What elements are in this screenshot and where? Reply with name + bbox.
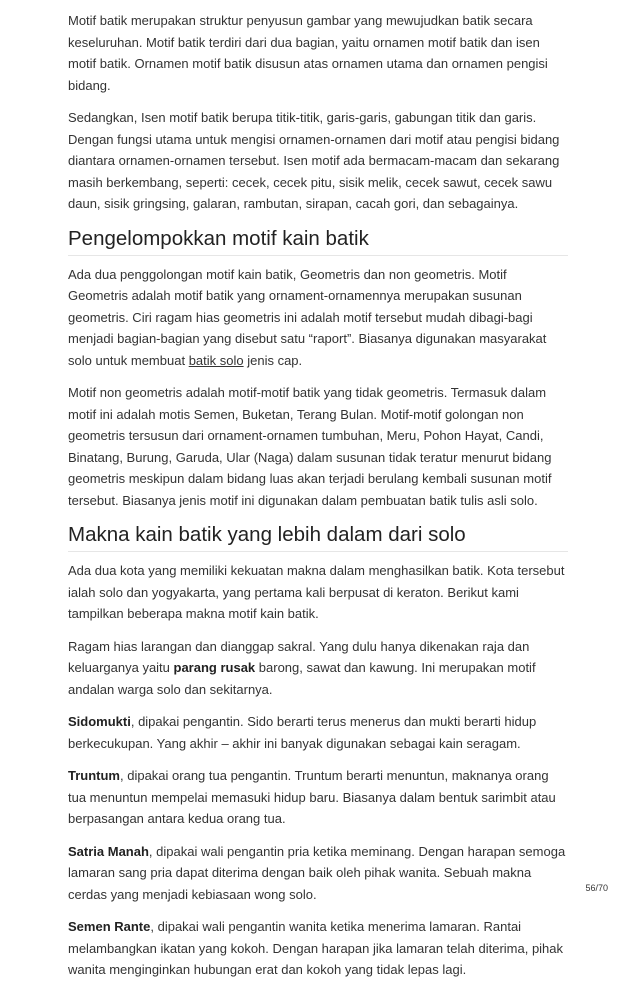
non-geometris-paragraph: Motif non geometris adalah motif-motif batik yang tidak geometris. Termasuk dalam motif ini adalah motis Semen, Buketan, Terang Bulan. Motif-motif golongan non geometris tersusun dari ornament-ornamen tumbuhan, Meru, Pohon Hayat, Candi, Binatang, Burung, Garuda, Ular (Naga) dalam susunan tidak teratur menurut bidang geometris meskipun dalam bidang luas akan terjadi berulang kembali susunan motif tersebut. Biasanya jenis motif ini digunakan dalam pembuatan batik tulis asli solo. bbox=[68, 385, 552, 508]
geometris-paragraph bbox=[68, 264, 568, 372]
section-heading-makna: Makna kain batik yang lebih dalam dari solo bbox=[68, 522, 568, 552]
motif-description: , dipakai pengantin. Sido berarti terus menerus dan mukti berarti hidup berkecukupan. Yang akhir – akhir ini banyak digunakan sebagai kain seragam. bbox=[68, 714, 537, 751]
motif-name: Truntum bbox=[68, 768, 120, 783]
page-number: 56/70 bbox=[585, 883, 608, 893]
motif-name: Satria Manah bbox=[68, 843, 149, 859]
parang-rusak-term: parang rusak bbox=[173, 660, 256, 675]
geometris-text: Ada dua penggolongan motif kain batik, Geometris dan non geometris. Motif Geometris adalah motif batik yang ornament-ornamennya merupakan susunan geometris. Ciri ragam hias geometris ini adalah motif tersebut mudah dibagi-bagi menjadi bagian-bagian yang disebut satu “raport”. Biasanya digunakan masyarakat solo untuk membuat bbox=[68, 266, 547, 368]
motif-name: Semen Rante bbox=[68, 919, 151, 934]
motif-description: , dipakai wali pengantin wanita ketika menerima lamaran. Rantai melambangkan ikatan yang kokoh. Dengan harapan jika lamaran telah diterima, pihak wanita menginginkan hubungan erat dan kokoh yang tidak lepas lagi. bbox=[68, 919, 564, 977]
motif-semen-rante-paragraph bbox=[68, 916, 568, 981]
ragam-hias-text: Ragam hias larangan dan dianggap sakral. Yang dulu hanya dikenakan raja dan keluarganya yaitu bbox=[68, 638, 530, 675]
motif-sidomukti-paragraph bbox=[68, 711, 568, 754]
document-page bbox=[68, 10, 568, 992]
motif-description: , dipakai orang tua pengantin. Truntum berarti menuntun, maknanya orang tua menuntun mempelai memasuki hidup baru. Biasanya dalam bentuk sarimbit atau berpasangan antara kedua orang tua. bbox=[68, 768, 556, 826]
intro-paragraph-1: Motif batik merupakan struktur penyusun gambar yang mewujudkan batik secara keseluruhan. Motif batik terdiri dari dua bagian, yaitu ornamen motif batik dan isen motif batik. Ornamen motif batik disusun atas ornamen utama dan ornamen pengisi bidang. bbox=[68, 13, 548, 93]
section-heading-pengelompokkan: Pengelompokkan motif kain batik bbox=[68, 226, 568, 256]
geometris-text-end: jenis cap. bbox=[243, 352, 303, 368]
motif-truntum-paragraph bbox=[68, 765, 568, 830]
ragam-hias-text-end: barong, sawat dan kawung. Ini merupakan motif andalan warga solo dan sekitarnya. bbox=[68, 660, 536, 697]
intro-paragraph-2: Sedangkan, Isen motif batik berupa titik-titik, garis-garis, gabungan titik dan garis. Dengan fungsi utama untuk mengisi ornamen-ornamen dari motif atau pengisi bidang diantara ornamen-ornamen tersebut. Isen motif ada bermacam-macam dan sekarang masih berkembang, seperti: cecek, cecek pitu, sisik melik, cecek sawut, cecek sawu daun, sisik gringsing, galaran, rambutan, sirapan, cacah gori, dan sebagainya. bbox=[68, 110, 560, 211]
motif-name: Sidomukti bbox=[68, 714, 131, 729]
motif-description: , dipakai wali pengantin pria ketika meminang. Dengan harapan semoga lamaran sang pria dapat diterima dengan baik oleh pihak wanita. Sebuah makna cerdas yang menjadi kebiasaan wong solo. bbox=[68, 843, 566, 902]
ragam-hias-paragraph bbox=[68, 636, 568, 701]
makna-intro-paragraph: Ada dua kota yang memiliki kekuatan makna dalam menghasilkan batik. Kota tersebut ialah solo dan yogyakarta, yang pertama kali berpusat di keraton. Berikut kami tampilkan beberapa makna motif kain batik. bbox=[68, 563, 565, 621]
motif-satria-manah-paragraph bbox=[68, 841, 568, 906]
batik-solo-link[interactable]: batik solo bbox=[188, 352, 244, 368]
